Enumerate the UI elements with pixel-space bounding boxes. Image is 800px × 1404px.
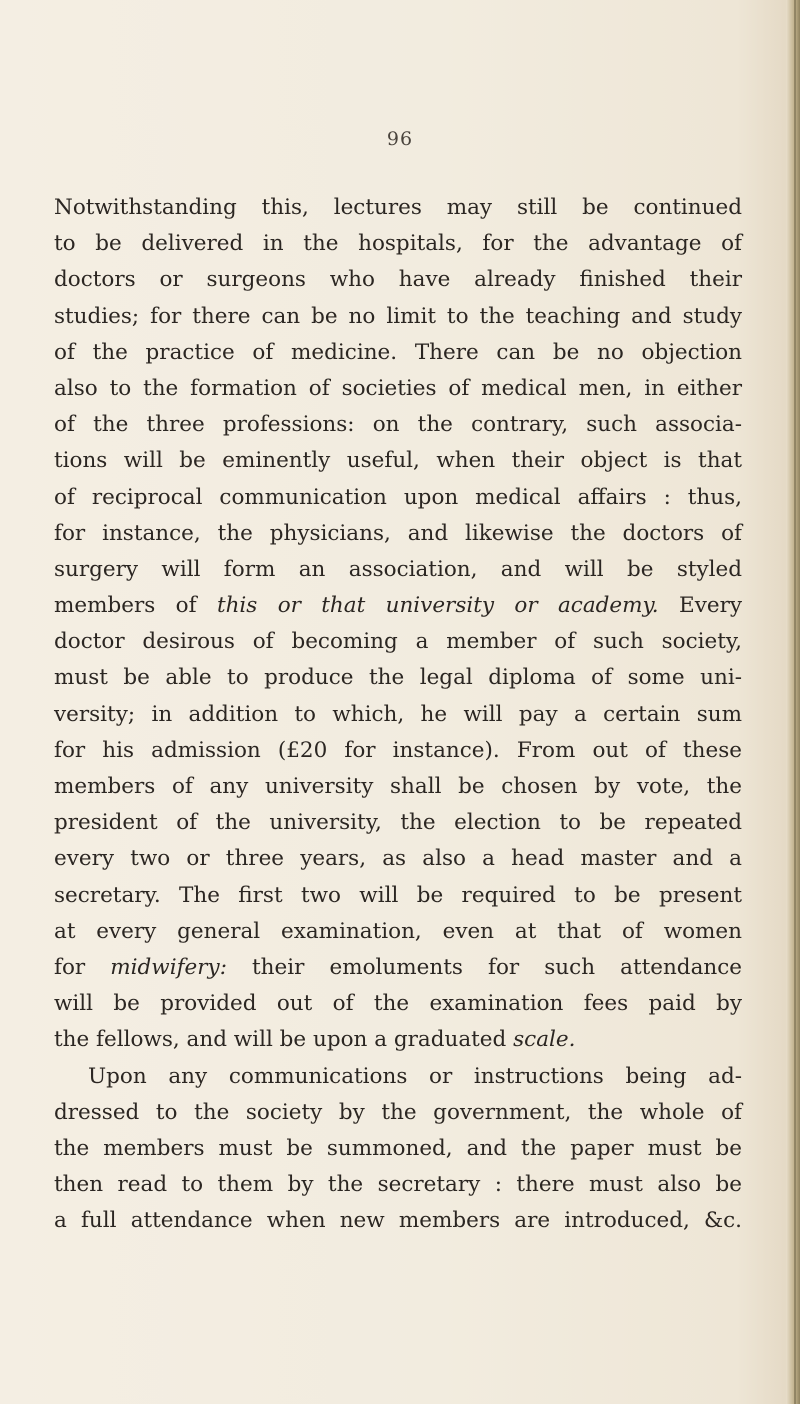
text-line	[54, 660, 742, 696]
text-segment: a full attendance when new members are introduced, &c.	[54, 1208, 742, 1234]
binding-shadow	[794, 0, 796, 1404]
text-line	[54, 878, 742, 914]
text-segment: Upon any communications or instructions being ad-	[88, 1063, 742, 1089]
text-line	[54, 914, 742, 950]
text-segment: surgery will form an association, and will be styled	[54, 556, 742, 582]
text-line	[54, 1131, 742, 1167]
text-segment: the fellows, and will be upon a graduated	[54, 1027, 514, 1053]
text-line	[54, 516, 742, 552]
text-segment: for	[54, 954, 111, 980]
text-segment: their emoluments for such attendance	[226, 954, 742, 980]
text-line	[54, 190, 742, 226]
text-segment: president of the university, the election to be repeated	[54, 810, 742, 836]
text-line	[54, 986, 742, 1022]
text-segment: doctors or surgeons who have already finished their	[54, 267, 742, 293]
text-line	[54, 552, 742, 588]
text-line	[54, 407, 742, 443]
text-line	[54, 697, 742, 733]
text-segment: versity; in addition to which, he will pay a certain sum	[54, 701, 742, 727]
text-segment: will be provided out of the examination fees paid by	[54, 991, 742, 1017]
text-line	[54, 733, 742, 769]
text-line	[54, 805, 742, 841]
text-line	[54, 769, 742, 805]
page-number: 96	[386, 128, 414, 150]
text-line	[54, 1022, 742, 1058]
text-line	[54, 371, 742, 407]
text-line	[54, 226, 742, 262]
text-line	[54, 950, 742, 986]
italic-text: scale.	[513, 1027, 576, 1053]
text-segment: Notwithstanding this, lectures may still be continued	[54, 195, 742, 220]
text-line	[54, 335, 742, 371]
binding-edge	[786, 0, 800, 1404]
text-segment: the members must be summoned, and the paper must be	[54, 1135, 742, 1161]
text-segment: to be delivered in the hospitals, for the advantage of	[54, 231, 742, 257]
text-segment: must be able to produce the legal diploma of some uni-	[54, 665, 742, 691]
text-line	[54, 299, 742, 335]
italic-text: midwifery:	[110, 954, 227, 980]
text-segment: then read to them by the secretary : there must also be	[54, 1172, 742, 1198]
text-segment: of the three professions: on the contrary, such associa-	[54, 412, 742, 438]
text-line	[54, 624, 742, 660]
text-segment: dressed to the society by the government, the whole of	[54, 1099, 742, 1125]
text-segment: of the practice of medicine. There can be no objection	[54, 339, 742, 365]
text-segment: tions will be eminently useful, when their object is that	[54, 448, 742, 474]
text-line	[54, 1095, 742, 1131]
body-text	[54, 190, 742, 1239]
text-segment: members of any university shall be chosen by vote, the	[54, 774, 742, 799]
text-line	[54, 262, 742, 298]
text-segment: every two or three years, as also a head master and a	[54, 846, 742, 872]
text-segment: for instance, the physicians, and likewise the doctors of	[54, 520, 742, 546]
italic-text: this or that university or academy.	[216, 593, 659, 619]
text-segment: doctor desirous of becoming a member of such society,	[54, 629, 742, 655]
text-line	[54, 1167, 742, 1203]
text-line	[54, 841, 742, 877]
text-segment: members of	[54, 593, 217, 619]
text-segment: at every general examination, even at that of women	[54, 918, 742, 944]
text-segment: of reciprocal communication upon medical affairs : thus,	[54, 484, 742, 510]
text-segment: Every	[658, 593, 742, 619]
text-line	[54, 1203, 742, 1239]
text-segment: studies; for there can be no limit to the teaching and study	[54, 303, 742, 329]
text-segment: for his admission (£20 for instance). From out of these	[54, 737, 742, 763]
text-line	[54, 588, 742, 624]
text-line	[54, 1059, 742, 1095]
text-line	[54, 443, 742, 479]
text-segment: also to the formation of societies of medical men, in either	[54, 375, 742, 401]
text-line	[54, 480, 742, 516]
text-segment: secretary. The first two will be required to be present	[54, 882, 742, 908]
